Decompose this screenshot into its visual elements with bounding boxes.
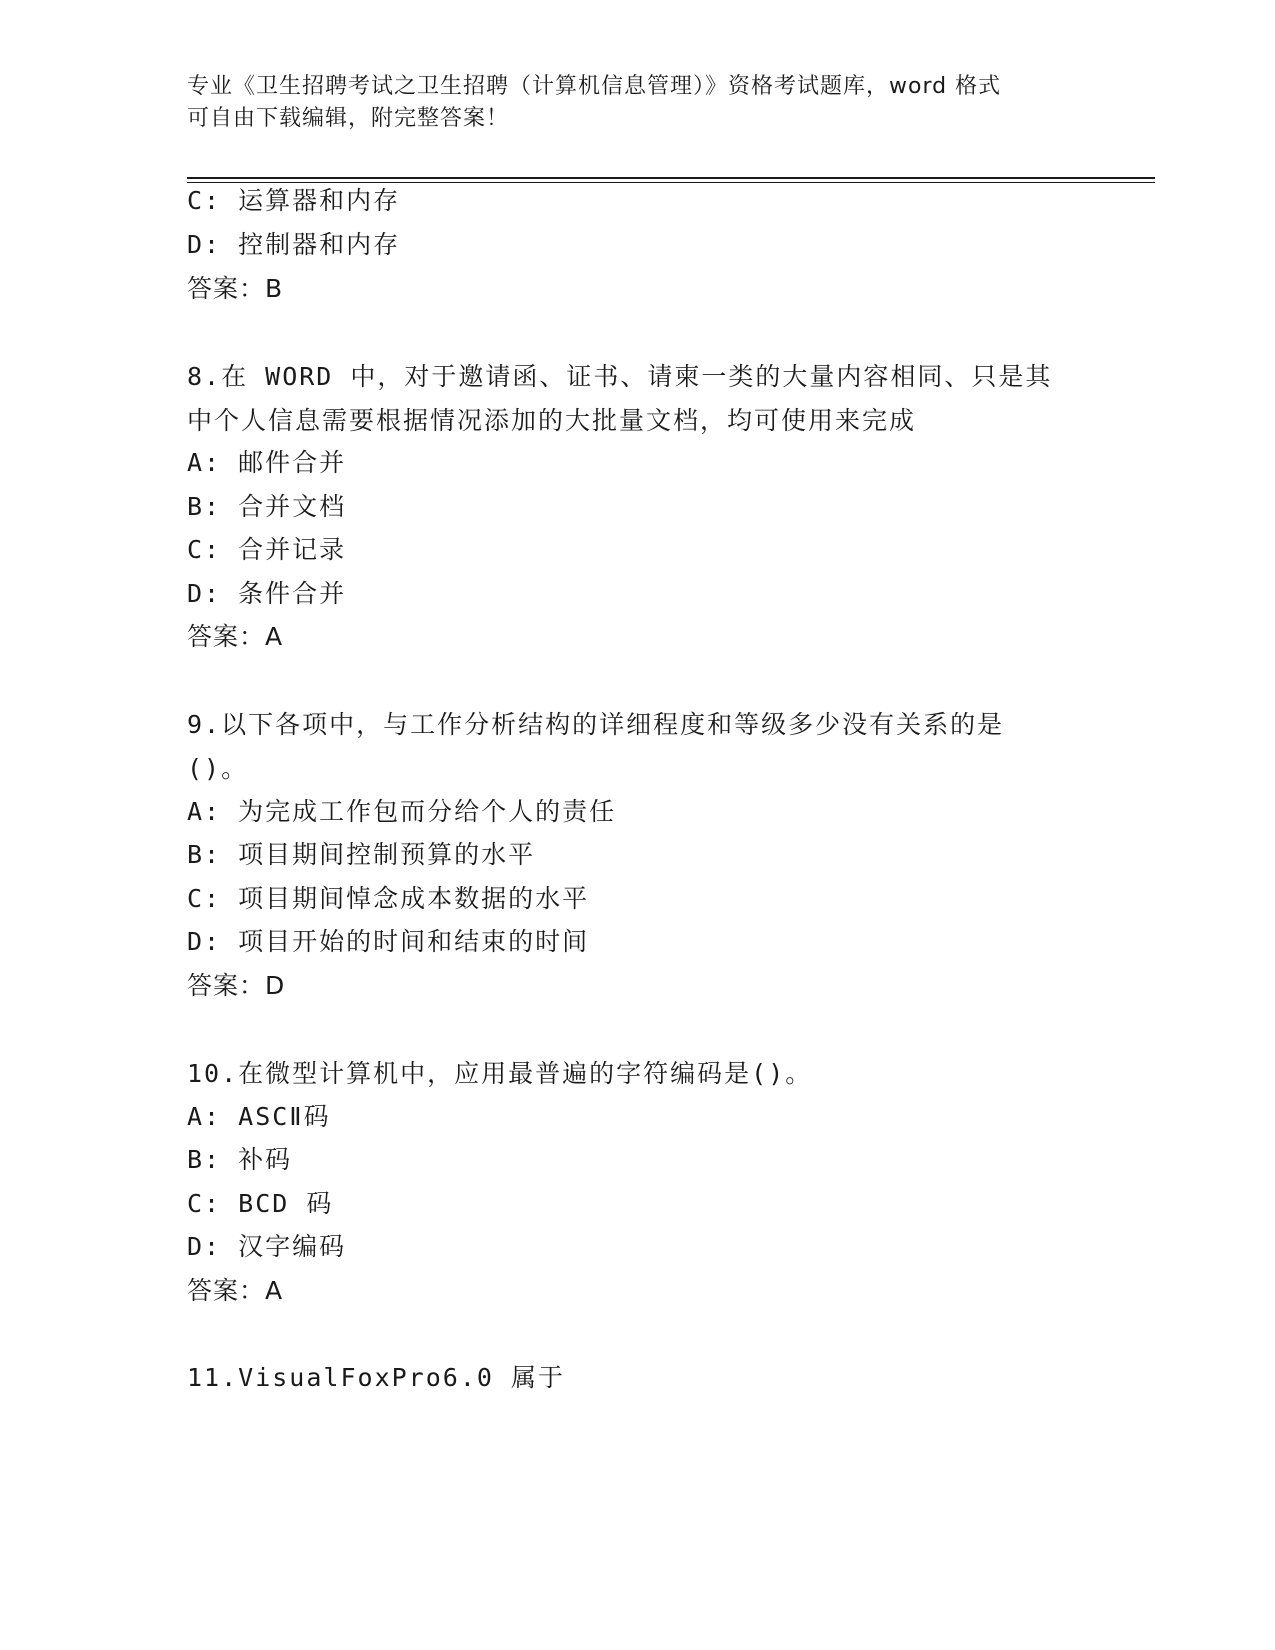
answer-label: 答案：A xyxy=(187,622,284,651)
option-d: D: 控制器和内存 xyxy=(187,230,401,259)
option-d: D: 项目开始的时间和结束的时间 xyxy=(187,927,590,956)
option-d: D: 条件合并 xyxy=(187,579,347,608)
option-b: B: 项目期间控制预算的水平 xyxy=(187,840,536,869)
question-stem-continued: 中个人信息需要根据情况添加的大批量文档，均可使用来完成 xyxy=(187,406,917,435)
header-divider-thick xyxy=(187,177,1155,179)
option-a: A: ASCⅡ码 xyxy=(187,1102,331,1131)
option-c: C: 合并记录 xyxy=(187,535,347,564)
header-divider-thin xyxy=(187,182,1155,183)
option-b: B: 合并文档 xyxy=(187,492,347,521)
option-c: C: 项目期间悼念成本数据的水平 xyxy=(187,884,590,913)
question-stem: 9.以下各项中，与工作分析结构的详细程度和等级多少没有关系的是 xyxy=(187,710,1005,739)
option-b: B: 补码 xyxy=(187,1145,293,1174)
question-stem-continued: ()。 xyxy=(187,754,249,783)
option-a: A: 为完成工作包而分给个人的责任 xyxy=(187,797,617,826)
answer-label: 答案：A xyxy=(187,1276,284,1305)
option-c: C: 运算器和内存 xyxy=(187,186,401,215)
document-header xyxy=(187,71,1087,135)
header-line-1: 专业《卫生招聘考试之卫生招聘（计算机信息管理）》资格考试题库，word 格式 xyxy=(187,74,1002,99)
question-stem: 8.在 WORD 中，对于邀请函、证书、请柬一类的大量内容相同、只是其 xyxy=(187,362,1053,391)
answer-label: 答案：B xyxy=(187,274,284,303)
option-c: C: BCD 码 xyxy=(187,1189,334,1218)
answer-label: 答案：D xyxy=(187,971,286,1000)
question-stem: 10.在微型计算机中，应用最普遍的字符编码是()。 xyxy=(187,1059,813,1088)
question-stem: 11.VisualFoxPro6.0 属于 xyxy=(187,1363,565,1392)
header-line-2: 可自由下载编辑，附完整答案！ xyxy=(187,106,510,131)
option-d: D: 汉字编码 xyxy=(187,1232,347,1261)
option-a: A: 邮件合并 xyxy=(187,448,347,477)
